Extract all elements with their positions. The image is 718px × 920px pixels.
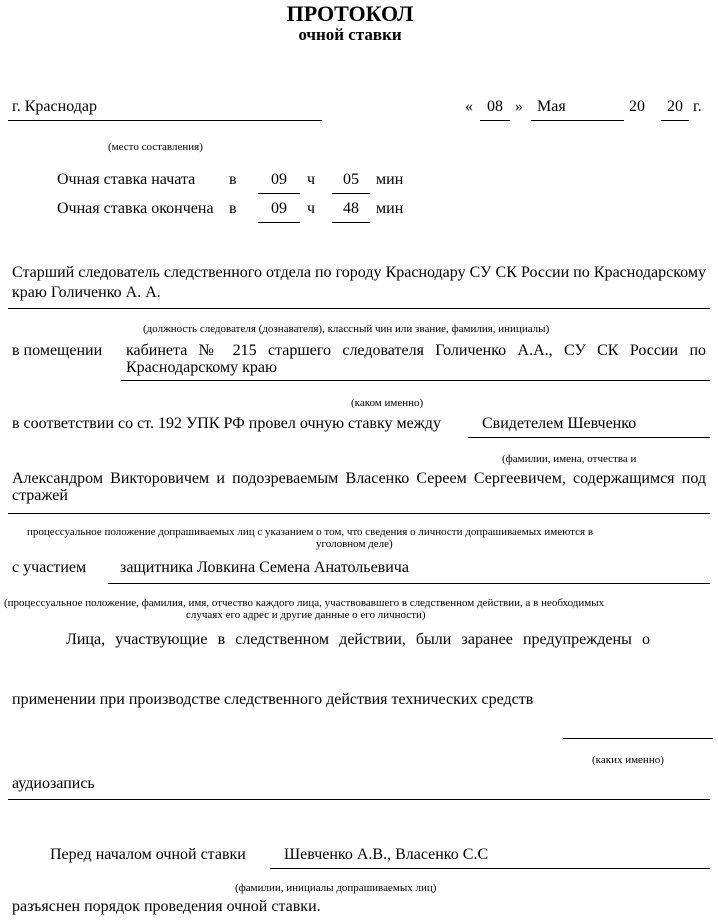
warning-caption: (каких именно): [592, 754, 664, 766]
persons-caption-1: процессуальное положение допрашиваемых лиц с указанием о том, что сведения о личности допрашиваемых имеются в: [27, 526, 594, 538]
end-hour-line: [258, 222, 300, 223]
participation-caption-1: (процессуальное положение, фамилия, имя, отчество каждого лица, участвовавшего в следственном действии, а в необходимых: [4, 597, 605, 609]
room-text: кабинета № 215 старшего следователя Голиченко А.А., СУ СК России по Краснодарскому краю: [126, 342, 706, 376]
participation-value: защитника Ловкина Семена Анатольевича: [120, 559, 409, 576]
start-minute: 05: [343, 171, 359, 188]
place-line: [8, 120, 322, 121]
start-minute-line: [332, 193, 370, 194]
warning-line-1: Лица, участвующие в следственном действии, были заранее предупреждены о: [66, 631, 650, 648]
document-subtitle: очной ставки: [298, 25, 402, 44]
end-m-unit: мин: [376, 200, 404, 217]
between-caption: (фамилии, имена, отчества и: [502, 453, 637, 465]
start-prep: в: [229, 171, 237, 188]
date-day-line: [480, 120, 510, 121]
date-suffix: г.: [693, 98, 702, 115]
before-caption: (фамилии, инициалы допрашиваемых лиц): [235, 882, 437, 894]
date-month: Мая: [537, 98, 566, 115]
end-hour: 09: [271, 200, 287, 217]
investigator-text: Старший следователь следственного отдела по городу Краснодару СУ СК России по Краснодарскому краю Голиченко А. А.: [12, 264, 706, 301]
warning-short-line: [563, 738, 713, 739]
warning-line-2: применении при производстве следственного действия технических средств: [12, 691, 534, 708]
room-caption: (каком именно): [351, 397, 424, 409]
date-year: 20: [667, 98, 683, 115]
start-label: Очная ставка начата: [57, 171, 196, 188]
end-minute-line: [332, 222, 370, 223]
end-prep: в: [229, 200, 237, 217]
participation-label: с участием: [12, 559, 87, 576]
investigator-line: [8, 308, 710, 309]
date-day: 08: [487, 98, 503, 115]
warning-value-line: [8, 799, 710, 800]
end-label: Очная ставка окончена: [57, 200, 214, 217]
investigator-caption: (должность следователя (дознавателя), классный чин или звание, фамилия, инициалы): [143, 323, 550, 335]
before-value: Шевченко А.В., Власенко С.С: [284, 846, 489, 863]
date-month-line: [531, 120, 624, 121]
place-caption: (место составления): [108, 141, 203, 153]
place-value: г. Краснодар: [12, 98, 97, 115]
persons-caption-2: уголовном деле): [316, 538, 393, 550]
participation-caption-2: случаях его адрес и другие данные о его личности): [186, 609, 426, 621]
warning-value: аудиозапись: [12, 775, 95, 792]
before-line: [270, 868, 710, 869]
between-label: в соответствии со ст. 192 УПК РФ провел очную ставку между: [12, 415, 441, 432]
start-h-unit: ч: [307, 171, 316, 188]
date-close-quote: »: [515, 98, 523, 115]
end-h-unit: ч: [307, 200, 316, 217]
date-year-line: [661, 120, 689, 121]
persons-text: Александром Викторовичем и подозреваемым Власенко Сереем Сергеевичем, содержащимся под стражей: [12, 470, 706, 504]
between-line: [468, 437, 710, 438]
participation-line: [108, 583, 710, 584]
start-hour: 09: [271, 171, 287, 188]
room-line: [121, 380, 710, 381]
start-hour-line: [258, 193, 300, 194]
between-value: Свидетелем Шевченко: [482, 415, 637, 432]
persons-line: [8, 513, 710, 514]
date-century: 20: [629, 98, 645, 115]
date-open-quote: «: [465, 98, 473, 115]
start-m-unit: мин: [376, 171, 404, 188]
document-title: ПРОТОКОЛ: [286, 1, 414, 26]
room-label: в помещении: [12, 342, 103, 359]
before-label: Перед началом очной ставки: [50, 846, 246, 863]
end-minute: 48: [343, 200, 359, 217]
before-closing: разъяснен порядок проведения очной ставки.: [12, 898, 321, 915]
